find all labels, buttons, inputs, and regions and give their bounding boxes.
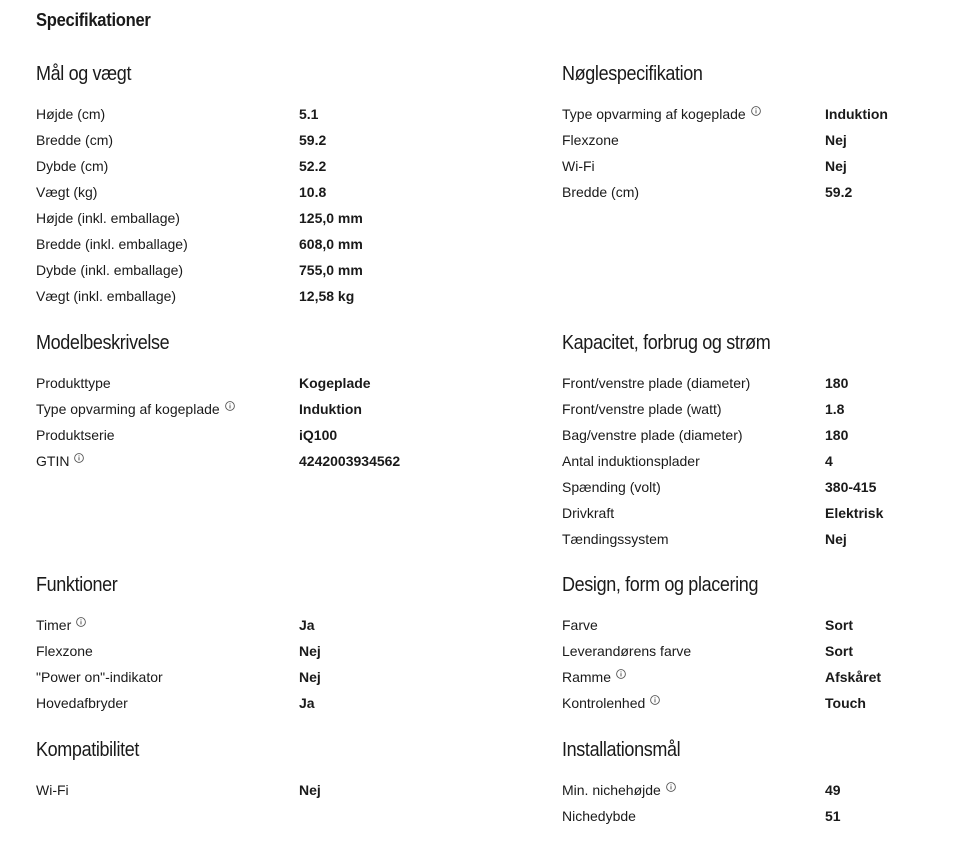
- spec-value: iQ100: [299, 427, 338, 443]
- section-title: Modelbeskrivelse: [36, 332, 170, 354]
- spec-row: [36, 612, 436, 638]
- spec-value: Induktion: [825, 106, 888, 122]
- info-icon[interactable]: [650, 695, 660, 705]
- section-title: Kapacitet, forbrug og strøm: [562, 332, 771, 354]
- spec-label: "Power on"-indikator: [36, 669, 163, 685]
- spec-label: Wi-Fi: [562, 158, 595, 174]
- spec-label: Bredde (inkl. emballage): [36, 236, 188, 252]
- spec-value: 608,0 mm: [299, 236, 363, 252]
- spec-value: 59.2: [299, 132, 327, 148]
- spec-label: GTIN: [36, 453, 70, 469]
- spec-label: Vægt (kg): [36, 184, 98, 200]
- section-modelbeskrivelse: [36, 330, 436, 474]
- spec-value: Elektrisk: [825, 505, 884, 521]
- section-installationsmaal: [562, 737, 960, 829]
- spec-row: [562, 500, 960, 526]
- spec-value: Nej: [299, 669, 321, 685]
- spec-row: [36, 664, 436, 690]
- spec-row: [36, 370, 436, 396]
- spec-row: [36, 179, 436, 205]
- spec-label: Timer: [36, 617, 72, 633]
- spec-label: Bredde (cm): [36, 132, 114, 148]
- spec-row: [36, 638, 436, 664]
- section-title: Installationsmål: [562, 739, 681, 761]
- spec-row: [36, 690, 436, 716]
- spec-value: 125,0 mm: [299, 210, 363, 226]
- spec-row: [36, 422, 436, 448]
- spec-value: 12,58 kg: [299, 288, 355, 304]
- spec-label: Ramme: [562, 669, 612, 685]
- spec-value: Touch: [825, 695, 866, 711]
- spec-value: 5.1: [299, 106, 319, 122]
- spec-row: [562, 153, 960, 179]
- info-icon[interactable]: [616, 669, 626, 679]
- spec-label: Flexzone: [36, 643, 93, 659]
- spec-value: Induktion: [299, 401, 362, 417]
- spec-row: [562, 101, 960, 127]
- spec-label: Type opvarming af kogeplade: [36, 401, 220, 417]
- spec-value: 51: [825, 808, 841, 824]
- section-noeglespecifikation: [562, 61, 960, 205]
- spec-row: [36, 448, 436, 474]
- spec-value: 4: [825, 453, 833, 469]
- info-icon[interactable]: [76, 617, 86, 627]
- info-icon[interactable]: [74, 453, 84, 463]
- spec-row: [562, 127, 960, 153]
- spec-label: Produktserie: [36, 427, 115, 443]
- spec-label: Bag/venstre plade (diameter): [562, 427, 743, 443]
- spec-value: 52.2: [299, 158, 327, 174]
- spec-row: [36, 153, 436, 179]
- spec-row: [562, 777, 960, 803]
- spec-value: 380-415: [825, 479, 877, 495]
- spec-label: Wi-Fi: [36, 782, 69, 798]
- spec-row: [36, 283, 436, 309]
- spec-label: Hovedafbryder: [36, 695, 128, 711]
- section-kompatibilitet: [36, 737, 436, 803]
- section-title: Mål og vægt: [36, 63, 132, 85]
- spec-row: [36, 101, 436, 127]
- spec-row: [562, 638, 960, 664]
- spec-row: [562, 690, 960, 716]
- spec-row: [562, 448, 960, 474]
- spec-label: Farve: [562, 617, 598, 633]
- info-icon[interactable]: [751, 106, 761, 116]
- spec-label: Leverandørens farve: [562, 643, 692, 659]
- info-icon[interactable]: [225, 401, 235, 411]
- section-title: Funktioner: [36, 574, 118, 596]
- spec-label: Drivkraft: [562, 505, 615, 521]
- spec-row: [36, 777, 436, 803]
- spec-value: Kogeplade: [299, 375, 371, 391]
- spec-row: [562, 422, 960, 448]
- spec-row: [36, 231, 436, 257]
- spec-value: 1.8: [825, 401, 845, 417]
- spec-value: 180: [825, 427, 849, 443]
- section-title: Design, form og placering: [562, 574, 759, 596]
- section-design: [562, 572, 960, 716]
- spec-label: Dybde (inkl. emballage): [36, 262, 184, 278]
- section-funktioner: [36, 572, 436, 716]
- spec-row: [36, 127, 436, 153]
- spec-value: Nej: [299, 782, 321, 798]
- spec-label: Nichedybde: [562, 808, 636, 824]
- spec-row: [36, 205, 436, 231]
- spec-label: Produkttype: [36, 375, 111, 391]
- spec-label: Bredde (cm): [562, 184, 640, 200]
- spec-label: Højde (cm): [36, 106, 106, 122]
- spec-row: [562, 370, 960, 396]
- section-title: Nøglespecifikation: [562, 63, 703, 85]
- spec-value: 4242003934562: [299, 453, 401, 469]
- spec-value: Ja: [299, 695, 315, 711]
- spec-label: Flexzone: [562, 132, 619, 148]
- spec-row: [562, 612, 960, 638]
- spec-label: Kontrolenhed: [562, 695, 646, 711]
- spec-row: [562, 664, 960, 690]
- spec-label: Front/venstre plade (diameter): [562, 375, 751, 391]
- spec-value: 755,0 mm: [299, 262, 363, 278]
- spec-label: Front/venstre plade (watt): [562, 401, 722, 417]
- spec-value: Nej: [299, 643, 321, 659]
- spec-label: Højde (inkl. emballage): [36, 210, 180, 226]
- spec-value: Afskåret: [825, 669, 882, 685]
- spec-value: 59.2: [825, 184, 853, 200]
- spec-row: [36, 257, 436, 283]
- page-title: Specifikationer: [36, 10, 151, 30]
- spec-row: [562, 526, 960, 552]
- spec-value: Nej: [825, 132, 847, 148]
- spec-row: [562, 396, 960, 422]
- spec-label: Tændingssystem: [562, 531, 669, 547]
- spec-label: Type opvarming af kogeplade: [562, 106, 746, 122]
- spec-row: [562, 179, 960, 205]
- section-kapacitet: [562, 330, 960, 552]
- spec-value: Sort: [825, 643, 853, 659]
- spec-value: Nej: [825, 531, 847, 547]
- info-icon[interactable]: [666, 782, 676, 792]
- spec-row: [562, 474, 960, 500]
- spec-label: Dybde (cm): [36, 158, 109, 174]
- spec-value: 180: [825, 375, 849, 391]
- spec-value: Sort: [825, 617, 853, 633]
- spec-label: Vægt (inkl. emballage): [36, 288, 177, 304]
- spec-label: Antal induktionsplader: [562, 453, 700, 469]
- spec-row: [36, 396, 436, 422]
- section-maal-og-vaegt: [36, 61, 436, 309]
- section-title: Kompatibilitet: [36, 739, 140, 761]
- spec-label: Spænding (volt): [562, 479, 661, 495]
- spec-row: [562, 803, 960, 829]
- spec-label: Min. nichehøjde: [562, 782, 661, 798]
- spec-value: Ja: [299, 617, 315, 633]
- spec-value: 10.8: [299, 184, 327, 200]
- spec-value: Nej: [825, 158, 847, 174]
- spec-value: 49: [825, 782, 841, 798]
